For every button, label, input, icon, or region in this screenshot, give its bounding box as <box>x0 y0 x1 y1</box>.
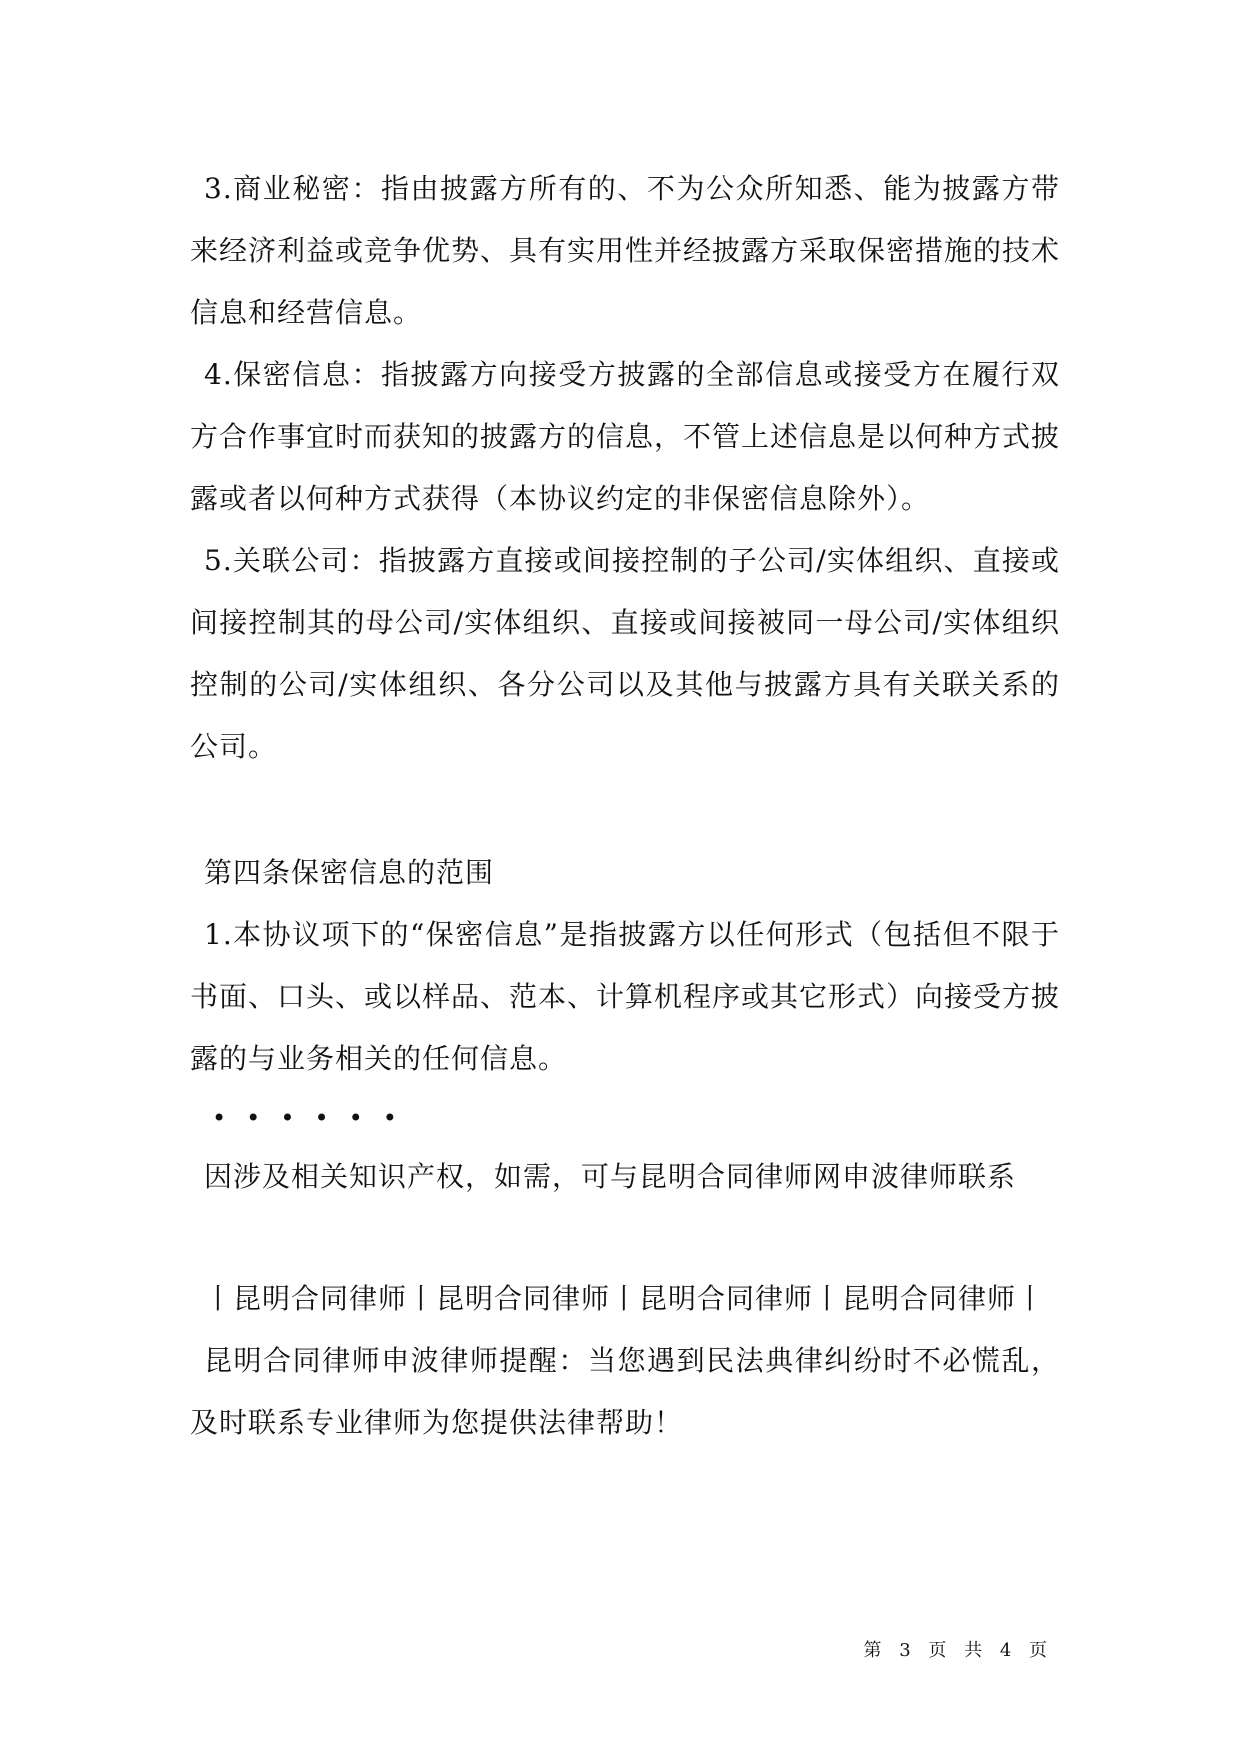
document-body <box>190 158 1060 1454</box>
ellipsis-dots: •••••• <box>212 1104 417 1132</box>
lawyer-links-line: 丨昆明合同律师丨昆明合同律师丨昆明合同律师丨昆明合同律师丨 <box>204 1282 1046 1315</box>
reminder-text: 昆明合同律师申波律师提醒：当您遇到民法典律纠纷时不必慌乱，及时联系专业律师为您提供法律帮助！ <box>190 1344 1060 1439</box>
paragraph-trade-secret: 3.商业秘密：指由披露方所有的、不为公众所知悉、能为披露方带来经济利益或竞争优势、具有实用性并经披露方采取保密措施的技术信息和经营信息。 <box>190 172 1061 329</box>
paragraph-scope: 1.本协议项下的“保密信息”是指披露方以任何形式（包括但不限于书面、口头、或以样品、范本、计算机程序或其它形式）向接受方披露的与业务相关的任何信息。 <box>190 918 1061 1075</box>
spacer <box>190 1208 1060 1268</box>
notice-text: 因涉及相关知识产权，如需，可与昆明合同律师网申波律师联系 <box>204 1160 1017 1193</box>
paragraph-affiliated-company: 5.关联公司：指披露方直接或间接控制的子公司/实体组织、直接或间接控制其的母公司/实体组织、直接或间接被同一母公司/实体组织控制的公司/实体组织、各分公司以及其他与披露方具有关联关系的公司。 <box>190 544 1060 763</box>
spacer <box>190 778 1060 842</box>
section-title: 第四条保密信息的范围 <box>204 856 495 889</box>
paragraph-confidential-info: 4.保密信息：指披露方向接受方披露的全部信息或接受方在履行双方合作事宜时而获知的披露方的信息，不管上述信息是以何种方式披露或者以何种方式获得（本协议约定的非保密信息除外）。 <box>190 358 1061 515</box>
page-footer: 第 3 页 共 4 页 <box>863 1640 1053 1661</box>
